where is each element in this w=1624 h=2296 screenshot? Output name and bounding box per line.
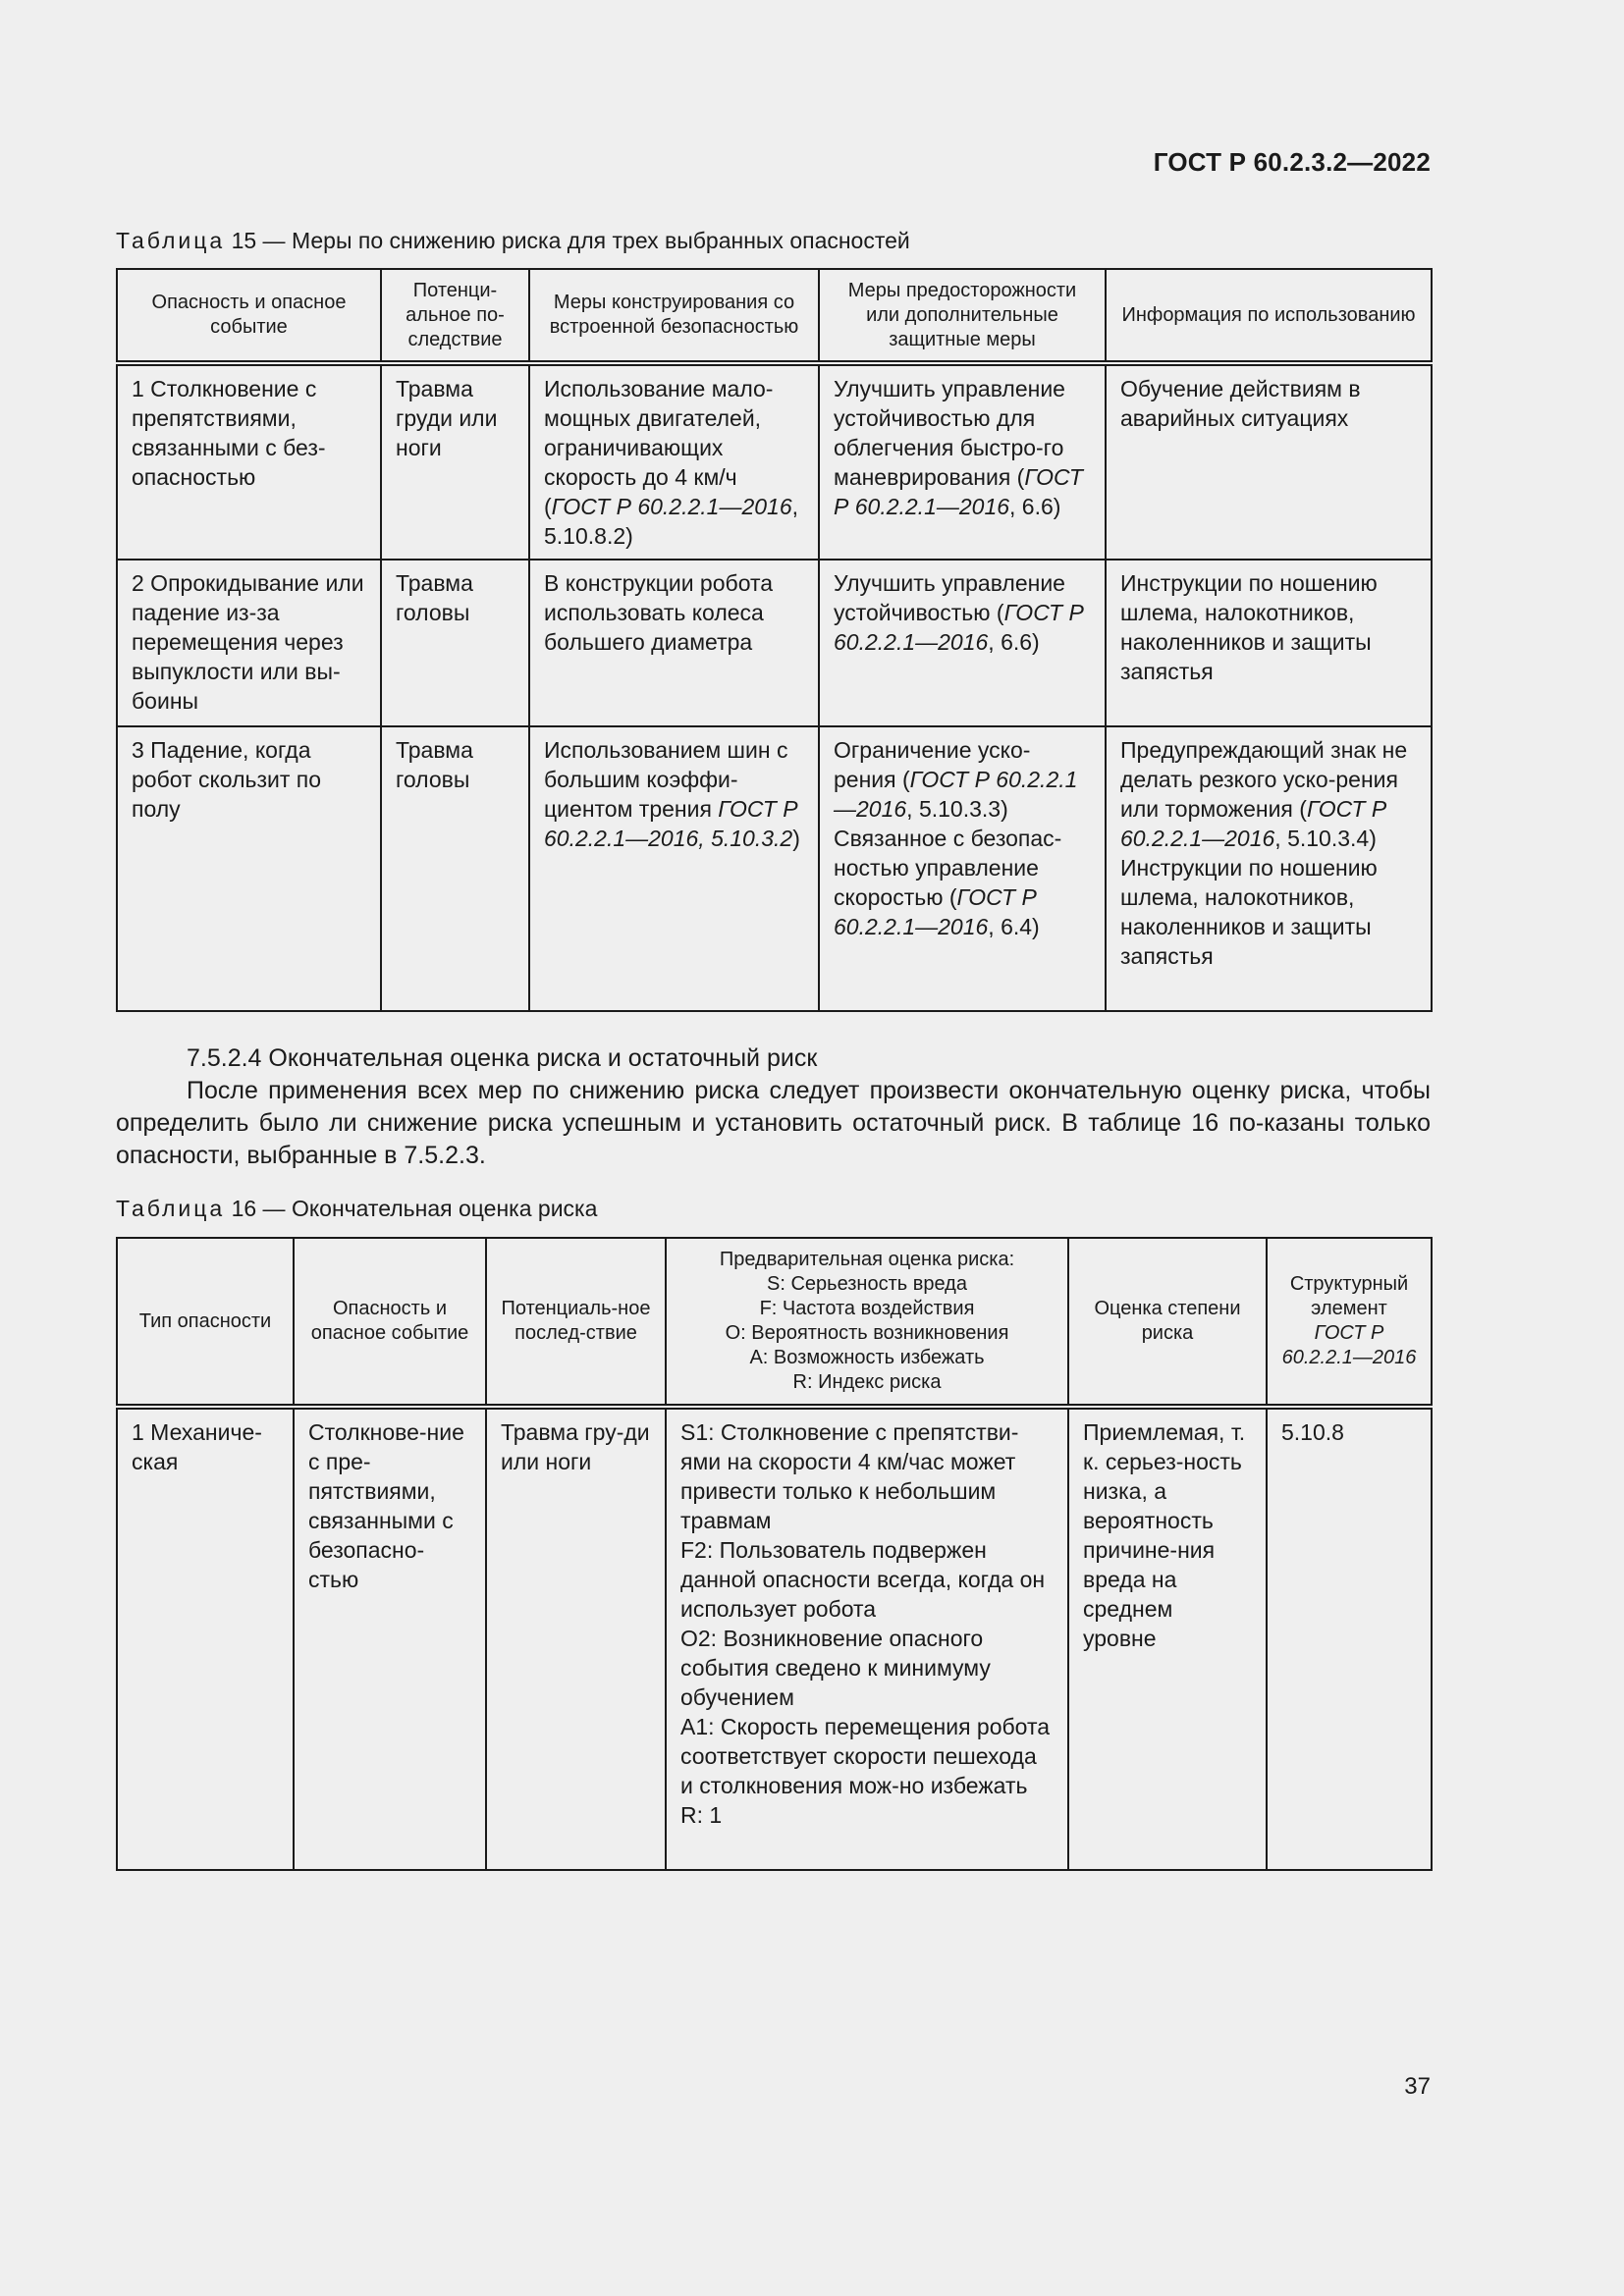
text-run: Ограничение уско-рения ( [834, 737, 1031, 792]
text-run: Предупреждающий знак не делать резкого уско-рения или торможения ( [1120, 737, 1408, 822]
header-line: Структурный элемент [1289, 1273, 1409, 1319]
table15-header-design-measures: Меры конструирования со встроенной безопасностью [529, 269, 819, 363]
cell-line [834, 824, 1091, 941]
section-text [116, 1042, 1431, 1172]
standard-reference: ГОСТ Р 60.2.2.1—2016, 5.10.3.2 [544, 796, 798, 851]
table15-header-hazard: Опасность и опасное событие [117, 269, 381, 363]
text-run: Использование мало-мощных двигателей, ограничивающих скорость до 4 км/ч ( [544, 376, 774, 519]
table15-cell-design [529, 363, 819, 560]
text-run: Улучшить управление устойчивостью для облегчения быстро-го маневрирования ( [834, 376, 1065, 490]
cell-line: O2: Возникновение опасного события сведено к минимуму обучением [680, 1626, 991, 1710]
table15-caption-word: Таблица [116, 228, 226, 253]
header-line: O: Вероятность возникновения [725, 1322, 1009, 1344]
table15-cell-usage: Инструкции по ношению шлема, налокотников, наколенников и защиты запястья [1106, 560, 1432, 726]
table16-caption-word: Таблица [116, 1196, 226, 1221]
standard-reference: ГОСТ Р 60.2.2.1—2016 [1120, 796, 1387, 851]
table16-cell-risk-assessment: Приемлемая, т. к. серьез-ность низка, а вероятность причине-ния вреда на среднем уровне [1068, 1407, 1267, 1870]
cell-line: A1: Скорость перемещения робота соответствует скорости пешехода и столкновения мож-но избежать [680, 1714, 1051, 1798]
table15-header-row [117, 269, 1432, 363]
table15-caption [116, 228, 910, 254]
table15-caption-text: 15 — Меры по снижению риска для трех выбранных опасностей [231, 228, 910, 253]
section-heading: 7.5.2.4 Окончательная оценка риска и остаточный риск [187, 1044, 818, 1072]
header-line: A: Возможность избежать [749, 1347, 985, 1368]
cell-line: R: 1 [680, 1802, 723, 1828]
table15-header-protective-measures: Меры предосторожности или дополнительные защитные меры [819, 269, 1106, 363]
text-run: Связанное с безопас-ностью управление скоростью ( [834, 826, 1062, 910]
table16-header-row [117, 1238, 1432, 1407]
table16-header-hazard-type: Тип опасности [117, 1238, 294, 1407]
table15-header-usage-info: Информация по использованию [1106, 269, 1432, 363]
table16-caption-text: 16 — Окончательная оценка риска [231, 1196, 598, 1221]
table15-cell-usage: Обучение действиям в аварийных ситуациях [1106, 363, 1432, 560]
table16-header-consequence: Потенциаль-ное послед-ствие [486, 1238, 666, 1407]
table16-row [117, 1407, 1432, 1870]
text-run: , 6.6) [1009, 494, 1061, 519]
header-line: Предварительная оценка риска: [719, 1249, 1015, 1270]
text-run: Использованием шин с большим коэффи-циентом трения [544, 737, 788, 822]
table16-header-preliminary-risk [666, 1238, 1068, 1407]
cell-line [834, 735, 1091, 824]
table15-cell-design [529, 726, 819, 1011]
cell-line: S1: Столкновение с препятстви-ями на скорости 4 км/час может привести только к небольшим травмам [680, 1419, 1019, 1533]
cell-line [1120, 735, 1417, 853]
text-run: , 5.10.8.2) [544, 494, 799, 549]
table16-cell-preliminary-risk [666, 1407, 1068, 1870]
table15-cell-hazard: 3 Падение, когда робот скользит по полу [117, 726, 381, 1011]
table16-caption [116, 1196, 597, 1222]
header-line: F: Частота воздействия [759, 1298, 975, 1319]
table15-cell-design: В конструкции робота использовать колеса большего диаметра [529, 560, 819, 726]
standard-reference: ГОСТ Р 60.2.2.1—2016 [834, 600, 1084, 655]
table15-header-consequence: Потенци-альное по-следствие [381, 269, 529, 363]
table15-cell-hazard: 2 Опрокидывание или падение из-за перемещения через выпуклости или вы-боины [117, 560, 381, 726]
page-number: 37 [1404, 2073, 1431, 2100]
text-run: , 5.10.3.3) [906, 796, 1008, 822]
cell-line: F2: Пользователь подвержен данной опасности всегда, когда он использует робота [680, 1537, 1046, 1622]
standard-reference: ГОСТ Р 60.2.2.1—2016 [1281, 1322, 1417, 1368]
table15-cell-protective [819, 363, 1106, 560]
standard-reference: ГОСТ Р 60.2.2.1—2016 [834, 884, 1037, 939]
standard-reference: ГОСТ Р 60.2.2.1—2016 [551, 494, 792, 519]
table15-cell-hazard: 1 Столкновение с препятствиями, связанными с без-опасностью [117, 363, 381, 560]
standard-reference: ГОСТ Р 60.2.2.1—2016 [834, 767, 1078, 822]
table16-cell-hazard-type: 1 Механиче-ская [117, 1407, 294, 1870]
table16-cell-hazard: Столкнове-ние с пре-пятствиями, связанными с безопасно-стью [294, 1407, 486, 1870]
table15-row [117, 363, 1432, 560]
header-line: S: Серьезность вреда [767, 1273, 967, 1295]
standard-reference: ГОСТ Р 60.2.2.1—2016 [834, 464, 1083, 519]
section-body: После применения всех мер по снижению риска следует произвести окончательную оценку риска, чтобы определить было ли снижение риска успешным и установить остаточный риск. В таблице 16 по-казаны только опасности, выбранные в 7.5.2.3. [116, 1077, 1431, 1169]
table15-cell-consequence: Травма груди или ноги [381, 363, 529, 560]
text-run: , 6.4) [988, 914, 1040, 939]
text-run: Улучшить управление устойчивостью ( [834, 570, 1065, 625]
table16-header-structural-element [1267, 1238, 1432, 1407]
text-run: ) [792, 826, 800, 851]
table15-cell-protective [819, 726, 1106, 1011]
table16-header-risk-assessment: Оценка степени риска [1068, 1238, 1267, 1407]
table15-cell-protective [819, 560, 1106, 726]
text-run: , 5.10.3.4) [1274, 826, 1377, 851]
table16-cell-structural-element: 5.10.8 [1267, 1407, 1432, 1870]
table15-row [117, 560, 1432, 726]
cell-line: Инструкции по ношению шлема, налокотников, наколенников и защиты запястья [1120, 855, 1378, 969]
table15-cell-usage [1106, 726, 1432, 1011]
text-run: , 6.6) [988, 629, 1040, 655]
table15-cell-consequence: Травма головы [381, 726, 529, 1011]
header-line: R: Индекс риска [792, 1371, 942, 1393]
table15-cell-consequence: Травма головы [381, 560, 529, 726]
document-code: ГОСТ Р 60.2.3.2—2022 [1153, 147, 1431, 177]
table16 [116, 1237, 1433, 1871]
table16-cell-consequence: Травма гру-ди или ноги [486, 1407, 666, 1870]
table15 [116, 268, 1433, 1012]
table15-row [117, 726, 1432, 1011]
table16-header-hazard: Опасность и опасное событие [294, 1238, 486, 1407]
